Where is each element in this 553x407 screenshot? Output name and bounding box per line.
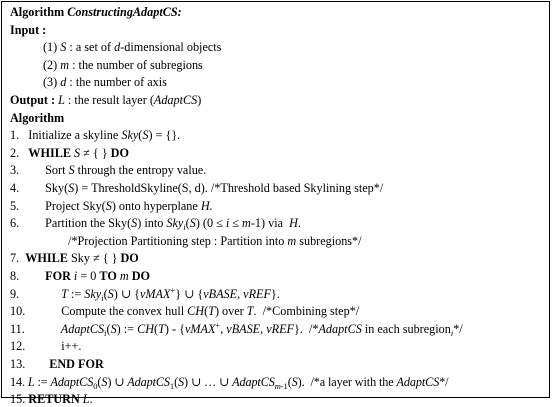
step-15: 15. RETURN L.	[10, 392, 93, 407]
input-item-2: (2) m : the number of subregions	[43, 57, 203, 72]
input-label: Input :	[10, 22, 47, 37]
step-14: 14. L := AdaptCS$_0$(S) ∪ AdaptCS$_1$(S) ∪ … ∪ AdaptCS$_{m-1}$(S). /*a layer with the AdaptCS*/	[10, 374, 449, 391]
step-1: 1. Initialize a skyline Sky(S) = {}.	[10, 128, 181, 143]
step-6: 6. Partition the Sky(S) into Sky$_i$(S) (0 ≤ i ≤ m-1) via H.	[10, 216, 301, 233]
step-8: 8. FOR i = 0 TO m DO	[10, 269, 150, 283]
step-12: 12. i++.	[10, 339, 82, 354]
step-4: 4. Sky(S) = ThresholdSkyline(S, d). /*Threshold based Skylining step*/	[10, 181, 384, 195]
step-9: 9. T := Sky$_i$(S) ∪ {vMAX+} ∪ {vBASE, vREF}.	[10, 284, 280, 303]
step-3: 3. Sort S through the entropy value.	[10, 163, 207, 178]
step-6-comment: /*Projection Partitioning step : Partition into m subregions*/	[68, 233, 362, 248]
input-item-1: (1) S : a set of d-dimensional objects	[43, 40, 222, 55]
step-13: 13. END FOR	[10, 357, 104, 371]
step-10: 10. Compute the convex hull CH(T) over T. /*Combining step*/	[10, 304, 360, 319]
step-7: 7. WHILE Sky ≠ { } DO	[10, 251, 139, 266]
algorithm-title: Algorithm ConstructingAdaptCS:	[10, 5, 182, 19]
step-2: 2. WHILE S ≠ { } DO	[10, 145, 129, 160]
algorithm-box	[1, 1, 550, 407]
output-line: Output : L : the result layer (AdaptCS)	[10, 93, 202, 107]
algorithm-label: Algorithm	[10, 110, 65, 125]
input-item-3: (3) d : the number of axis	[43, 75, 167, 90]
step-11: 11. AdaptCS$_i$(S) := CH(T) - {vMAX+, vBASE, vREF}. /*AdaptCS in each subregion$_i$*/	[10, 319, 463, 338]
step-5: 5. Project Sky(S) onto hyperplane H.	[10, 198, 213, 213]
